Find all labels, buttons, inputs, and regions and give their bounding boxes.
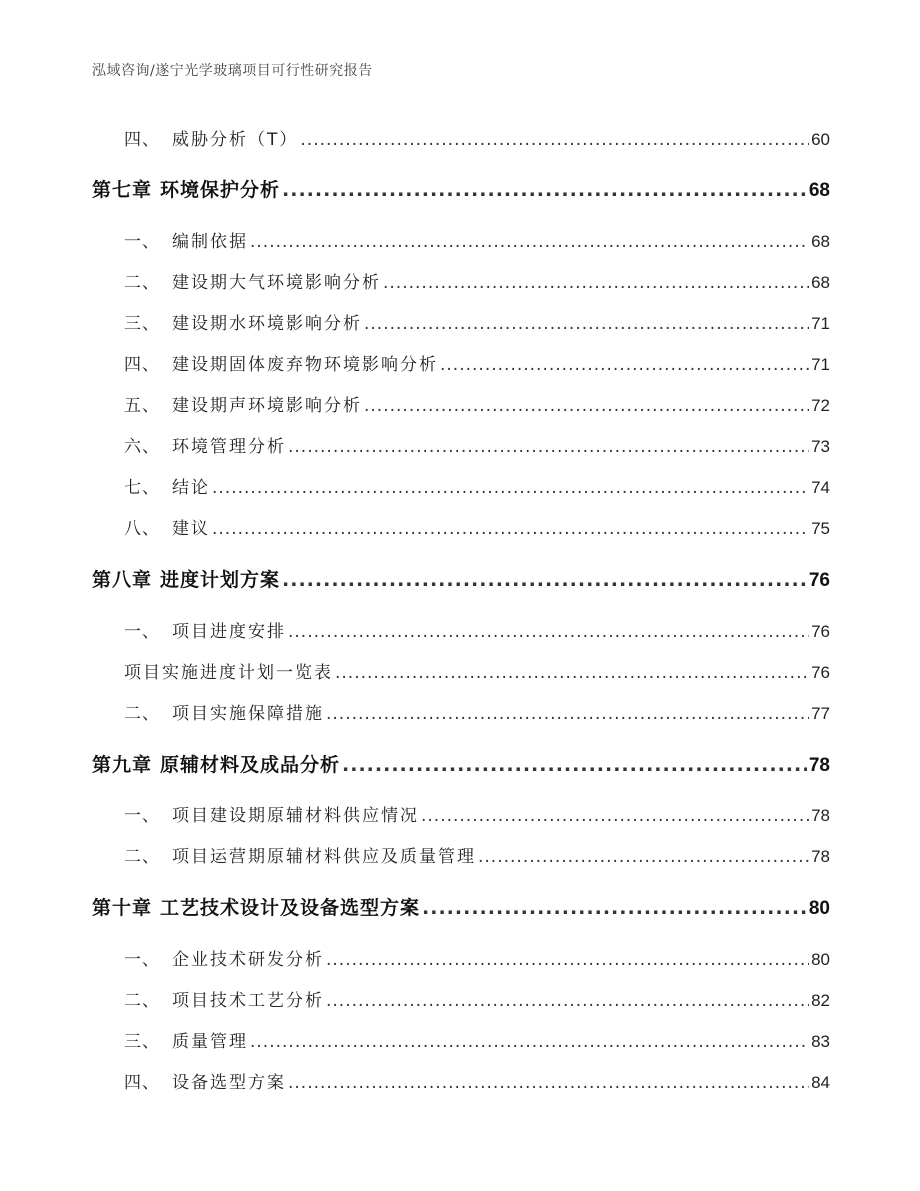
toc-chapter-title: 原辅材料及成品分析	[160, 754, 341, 776]
toc-entry-number: 五、	[124, 396, 160, 416]
toc-leader-dots	[478, 847, 809, 867]
toc-entry-number: 一、	[124, 232, 160, 252]
toc-leader-dots	[250, 1032, 809, 1052]
toc-entry-title: 编制依据	[172, 232, 248, 252]
toc-entry-page: 78	[811, 847, 830, 866]
toc-entry-title: 建设期大气环境影响分析	[172, 273, 381, 293]
toc-leader-dots	[364, 396, 809, 416]
toc-entry-title: 建设期声环境影响分析	[172, 396, 362, 416]
toc-chapter-title: 工艺技术设计及设备选型方案	[160, 897, 421, 919]
toc-entry[interactable]	[124, 699, 830, 724]
toc-entry[interactable]	[124, 309, 830, 334]
toc-entry-title: 环境管理分析	[172, 437, 286, 457]
toc-leader-dots	[440, 355, 809, 375]
toc-entry-number: 三、	[124, 1032, 160, 1052]
toc-entry-number: 四、	[124, 355, 160, 375]
toc-leader-dots	[326, 991, 809, 1011]
toc-entry-title: 项目技术工艺分析	[172, 991, 324, 1011]
toc-entry[interactable]	[124, 514, 830, 539]
toc-leader-dots	[282, 179, 807, 201]
toc-chapter-number: 第九章	[92, 754, 153, 776]
page-header: 泓域咨询/遂宁光学玻璃项目可行性研究报告	[92, 63, 373, 79]
toc-leader-dots	[250, 232, 809, 252]
toc-entry-page: 84	[811, 1073, 830, 1092]
toc-entry-number: 三、	[124, 314, 160, 334]
toc-entry-number: 一、	[124, 622, 160, 642]
toc-chapter-title: 环境保护分析	[160, 179, 281, 201]
toc-leader-dots	[212, 478, 809, 498]
toc-entry-title: 建设期水环境影响分析	[172, 314, 362, 334]
toc-entry[interactable]	[124, 1068, 830, 1093]
toc-leader-dots	[300, 130, 809, 150]
toc-entry[interactable]	[124, 473, 830, 498]
toc-entry-number: 一、	[124, 950, 160, 970]
toc-chapter-number: 第十章	[92, 897, 153, 919]
toc-entry-title: 项目实施保障措施	[172, 704, 324, 724]
toc-chapter-title: 进度计划方案	[160, 569, 281, 591]
toc-entry-page: 82	[811, 991, 830, 1010]
toc-entry-title: 项目运营期原辅材料供应及质量管理	[172, 847, 476, 867]
toc-entry[interactable]	[124, 801, 830, 826]
toc-entry-schedule-table[interactable]	[124, 658, 830, 683]
toc-leader-dots	[335, 663, 809, 683]
toc-leader-dots	[288, 622, 809, 642]
toc-leader-dots	[342, 754, 807, 776]
toc-chapter-number: 第七章	[92, 179, 153, 201]
toc-entry-number: 七、	[124, 478, 160, 498]
toc-chapter-10[interactable]	[92, 893, 830, 920]
toc-entry-page: 83	[811, 1032, 830, 1051]
toc-chapter-8[interactable]	[92, 565, 830, 592]
toc-leader-dots	[422, 897, 807, 919]
toc-chapter-page: 80	[808, 898, 830, 919]
toc-entry-page: 68	[811, 273, 830, 292]
toc-entry-number: 一、	[124, 806, 160, 826]
toc-entry-page: 73	[811, 437, 830, 456]
toc-entry-page: 68	[811, 232, 830, 251]
toc-entry-number: 二、	[124, 273, 160, 293]
toc-entry-title: 质量管理	[172, 1032, 248, 1052]
toc-leader-dots	[288, 1073, 809, 1093]
toc-leader-dots	[326, 704, 809, 724]
toc-chapter-page: 78	[808, 755, 830, 776]
toc-entry-number: 六、	[124, 437, 160, 457]
toc-entry-page: 76	[811, 622, 830, 641]
toc-entry-number: 二、	[124, 847, 160, 867]
toc-leader-dots	[212, 519, 809, 539]
toc-entry-title: 建设期固体废弃物环境影响分析	[172, 355, 438, 375]
toc-entry-page: 71	[811, 314, 830, 333]
toc-entry-threat-analysis[interactable]	[124, 125, 830, 150]
toc-entry-number: 四、	[124, 1073, 160, 1093]
toc-entry[interactable]	[124, 391, 830, 416]
toc-entry[interactable]	[124, 432, 830, 457]
toc-entry[interactable]	[124, 617, 830, 642]
toc-entry[interactable]	[124, 268, 830, 293]
toc-entry-title: 企业技术研发分析	[172, 950, 324, 970]
toc-leader-dots	[383, 273, 809, 293]
toc-entry-number: 二、	[124, 991, 160, 1011]
toc-entry-title: 项目实施进度计划一览表	[124, 663, 333, 683]
toc-leader-dots	[421, 806, 809, 826]
toc-leader-dots	[364, 314, 809, 334]
toc-chapter-page: 68	[808, 180, 830, 201]
toc-entry[interactable]	[124, 227, 830, 252]
toc-entry-number: 四、	[124, 130, 160, 150]
toc-leader-dots	[282, 569, 807, 591]
toc-leader-dots	[288, 437, 809, 457]
toc-chapter-9[interactable]	[92, 750, 830, 777]
toc-entry-page: 80	[811, 950, 830, 969]
toc-entry[interactable]	[124, 1027, 830, 1052]
toc-entry-page: 76	[811, 663, 830, 682]
toc-entry-number: 二、	[124, 704, 160, 724]
toc-entry-page: 77	[811, 704, 830, 723]
toc-leader-dots	[326, 950, 809, 970]
toc-chapter-number: 第八章	[92, 569, 153, 591]
toc-entry-number: 八、	[124, 519, 160, 539]
toc-entry-title: 项目建设期原辅材料供应情况	[172, 806, 419, 826]
toc-entry-page: 60	[811, 130, 830, 149]
toc-entry-title: 结论	[172, 478, 210, 498]
toc-entry-title: 设备选型方案	[172, 1073, 286, 1093]
toc-entry-page: 75	[811, 519, 830, 538]
toc-chapter-page: 76	[808, 570, 830, 591]
toc-entry-page: 78	[811, 806, 830, 825]
toc-entry-title: 项目进度安排	[172, 622, 286, 642]
toc-entry-page: 71	[811, 355, 830, 374]
toc-entry[interactable]	[124, 350, 830, 375]
toc-entry-page: 74	[811, 478, 830, 497]
toc-entry[interactable]	[124, 842, 830, 867]
toc-entry[interactable]	[124, 945, 830, 970]
toc-entry-page: 72	[811, 396, 830, 415]
toc-entry-title: 建议	[172, 519, 210, 539]
toc-entry[interactable]	[124, 986, 830, 1011]
toc-chapter-7[interactable]	[92, 175, 830, 202]
toc-entry-title: 威胁分析（T）	[172, 130, 299, 150]
